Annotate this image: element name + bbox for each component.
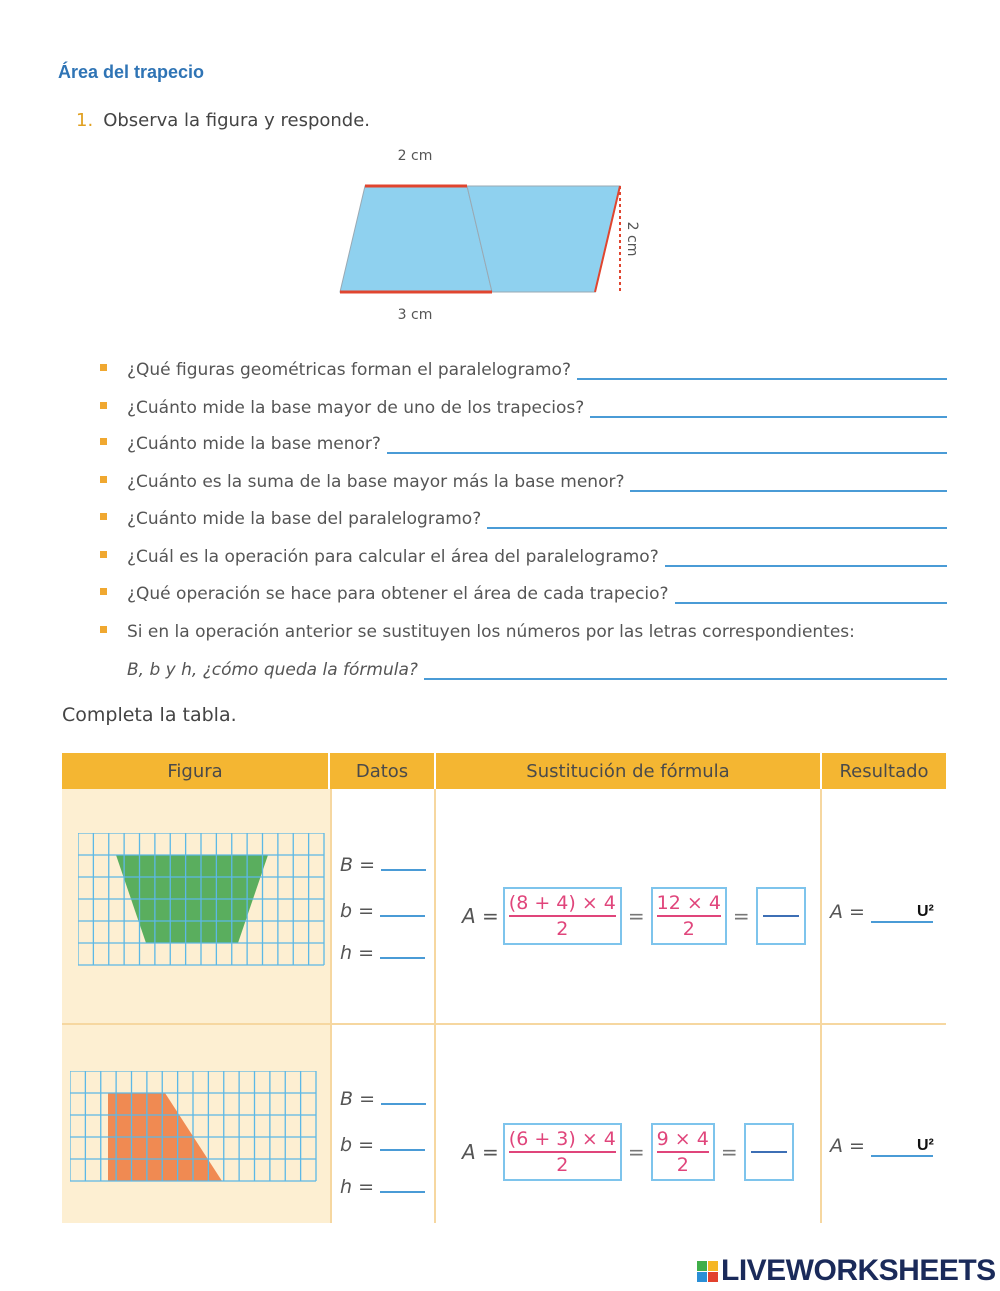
answer-line[interactable] xyxy=(424,658,947,680)
bullet xyxy=(100,513,107,520)
answer-input[interactable] xyxy=(577,359,947,379)
blank-h[interactable] xyxy=(380,941,425,959)
denominator-2: 2 xyxy=(682,918,695,940)
numerator-1: (8 + 4) × 4 xyxy=(508,892,616,914)
answer-line[interactable] xyxy=(665,545,947,567)
answer-input[interactable] xyxy=(387,433,947,453)
answer-line[interactable] xyxy=(630,470,947,492)
row2-result-cell xyxy=(822,1025,946,1223)
unit-label: U² xyxy=(916,903,934,920)
numerator-2: 9 × 4 xyxy=(656,1128,709,1150)
blank-B[interactable] xyxy=(381,1087,426,1105)
blank-B[interactable] xyxy=(381,853,426,871)
right-trapezoid xyxy=(467,186,620,292)
answer-box[interactable] xyxy=(744,1123,794,1181)
left-trapezoid xyxy=(340,186,492,292)
row1-b xyxy=(340,899,425,922)
question-text: ¿Qué figuras geométricas forman el paralelogramo? xyxy=(127,360,571,380)
answer-input[interactable] xyxy=(424,659,947,679)
bullet xyxy=(100,476,107,483)
question-row xyxy=(100,537,947,567)
question-formula-line1: Si en la operación anterior se sustituyen los números por las letras correspondientes: xyxy=(127,622,855,642)
area-label: A = xyxy=(462,904,499,928)
blank-b[interactable] xyxy=(380,899,425,917)
question-text: ¿Cuánto mide la base mayor de uno de los trapecios? xyxy=(127,398,585,418)
question-row xyxy=(100,462,947,492)
question-row xyxy=(100,574,947,604)
question-text: ¿Qué operación se hace para obtener el área de cada trapecio? xyxy=(127,584,669,604)
data-table xyxy=(62,753,946,1223)
label-b: b = xyxy=(340,1134,375,1156)
label-h: h = xyxy=(340,942,375,964)
orange-trapezoid-grid xyxy=(70,1071,318,1183)
question-row xyxy=(100,424,947,454)
row1-result xyxy=(830,901,934,923)
fraction-1 xyxy=(503,1123,622,1181)
row1-h xyxy=(340,941,425,964)
answer-box[interactable] xyxy=(756,887,806,945)
header-sustitucion: Sustitución de fórmula xyxy=(436,753,822,789)
area-label: A = xyxy=(462,1140,499,1164)
answer-line[interactable] xyxy=(590,396,947,418)
row2-b xyxy=(340,1133,425,1156)
result-label: A = xyxy=(830,901,865,923)
row2-result xyxy=(830,1135,934,1157)
bullet xyxy=(100,588,107,595)
denominator-1: 2 xyxy=(556,918,569,940)
numerator-2: 12 × 4 xyxy=(656,892,721,914)
label-b: b = xyxy=(340,900,375,922)
answer-input[interactable] xyxy=(630,471,947,491)
blank-b[interactable] xyxy=(380,1133,425,1151)
instruction-text: Observa la figura y responde. xyxy=(103,110,371,131)
fraction-1 xyxy=(503,887,622,945)
bullet xyxy=(100,438,107,445)
question-text: ¿Cuánto es la suma de la base mayor más la base menor? xyxy=(127,472,625,492)
answer-input[interactable] xyxy=(675,583,947,603)
question-formula-second xyxy=(127,650,947,680)
top-label: 2 cm xyxy=(397,148,433,164)
question-formula xyxy=(127,612,947,642)
side-label: 2 cm xyxy=(624,221,640,257)
bullet xyxy=(100,364,107,371)
denominator-1: 2 xyxy=(556,1154,569,1176)
instruction-number: 1. xyxy=(76,110,94,131)
bullet xyxy=(100,402,107,409)
fraction-2 xyxy=(651,887,727,945)
answer-line[interactable] xyxy=(675,582,947,604)
denominator-2: 2 xyxy=(676,1154,689,1176)
row1-formula: A = (8 + 4) × 4 2 = 12 × 4 2 = xyxy=(462,887,806,945)
answer-input[interactable] xyxy=(487,508,947,528)
question-row xyxy=(100,499,947,529)
answer-input[interactable] xyxy=(590,397,947,417)
header-figura: Figura xyxy=(62,753,330,789)
row2-h xyxy=(340,1175,425,1198)
header-resultado: Resultado xyxy=(822,753,946,789)
question-row xyxy=(100,388,947,418)
liveworksheets-logo xyxy=(697,1254,996,1288)
label-B: B = xyxy=(340,854,375,876)
parallelogram-figure xyxy=(320,140,660,330)
question-text: ¿Cuánto mide la base menor? xyxy=(127,434,381,454)
answer-line[interactable] xyxy=(487,507,947,529)
label-B: B = xyxy=(340,1088,375,1110)
bottom-label: 3 cm xyxy=(397,307,433,323)
logo-mark-icon xyxy=(697,1261,718,1282)
row1-B xyxy=(340,853,426,876)
row2-B xyxy=(340,1087,426,1110)
table-heading: Completa la tabla. xyxy=(62,704,237,726)
answer-input[interactable] xyxy=(665,546,947,566)
question-text: ¿Cuál es la operación para calcular el área del paralelogramo? xyxy=(127,547,659,567)
question-formula-bullet xyxy=(100,612,110,642)
green-trapezoid-grid xyxy=(78,833,326,967)
bullet xyxy=(100,551,107,558)
instruction xyxy=(76,110,370,131)
page-title: Área del trapecio xyxy=(58,62,205,82)
header-datos: Datos xyxy=(330,753,436,789)
result-label: A = xyxy=(830,1135,865,1157)
label-h: h = xyxy=(340,1176,375,1198)
fraction-2 xyxy=(651,1123,715,1181)
question-formula-line2: B, b y h, ¿cómo queda la fórmula? xyxy=(127,660,418,680)
numerator-1: (6 + 3) × 4 xyxy=(508,1128,616,1150)
answer-line[interactable] xyxy=(387,432,947,454)
row2-formula: A = (6 + 3) × 4 2 = 9 × 4 2 = xyxy=(462,1123,794,1181)
blank-h[interactable] xyxy=(380,1175,425,1193)
unit-label: U² xyxy=(916,1137,934,1154)
answer-line[interactable] xyxy=(577,358,947,380)
row1-figure-cell xyxy=(62,789,332,1025)
logo-text: LIVEWORKSHEETS xyxy=(721,1254,996,1287)
row2-figure-cell xyxy=(62,1025,332,1223)
question-row xyxy=(100,350,947,380)
question-text: ¿Cuánto mide la base del paralelogramo? xyxy=(127,509,482,529)
